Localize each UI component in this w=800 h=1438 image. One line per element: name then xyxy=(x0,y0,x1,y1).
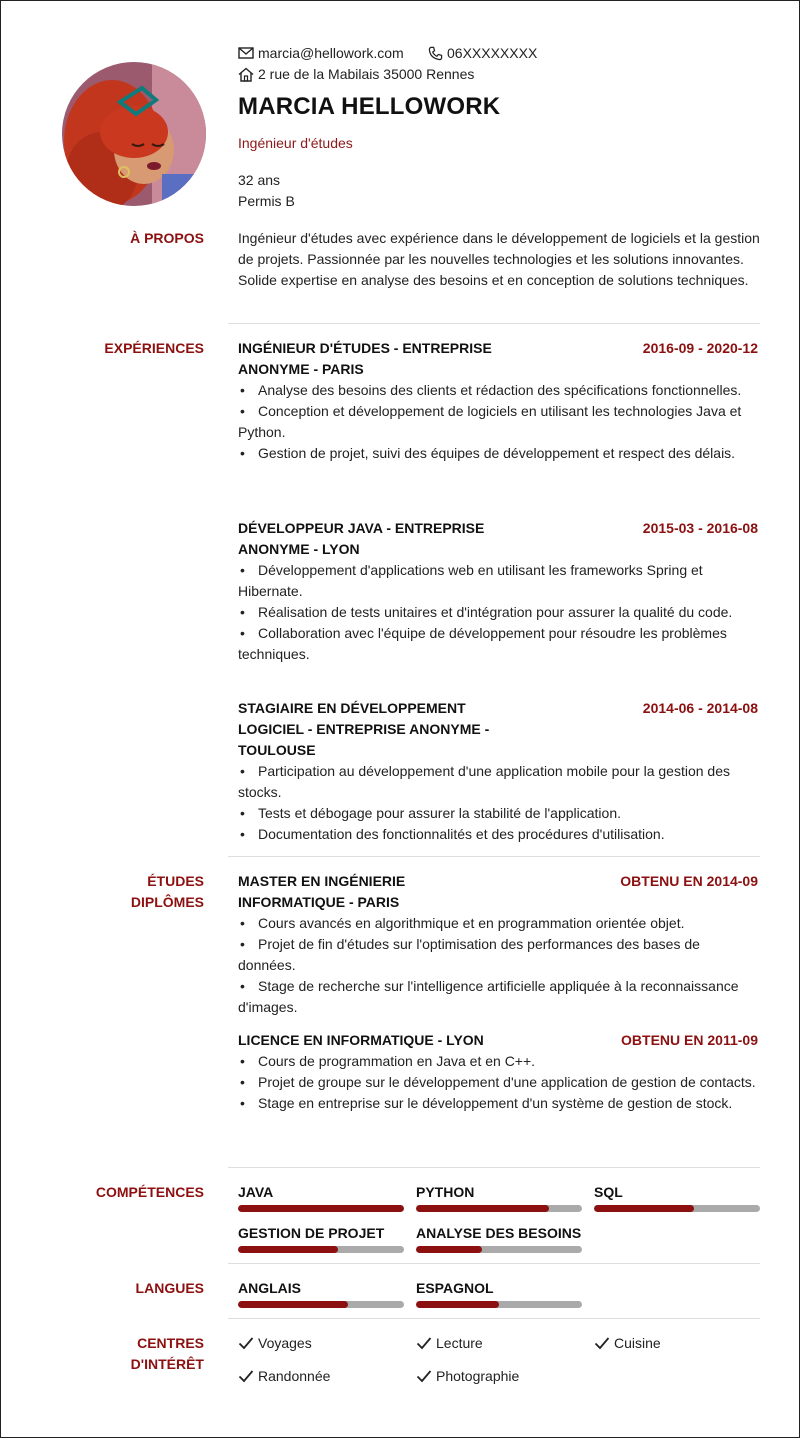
driving-license: Permis B xyxy=(238,193,295,209)
skill-bar xyxy=(238,1205,404,1212)
education-bullets xyxy=(238,1051,760,1114)
section-label-skills: COMPÉTENCES xyxy=(95,1184,204,1200)
skill-label: PYTHON xyxy=(416,1184,475,1200)
list-item: • Analyse des besoins des clients et rédaction des spécifications fonctionnelles. xyxy=(238,380,760,401)
skill-bar xyxy=(416,1246,582,1253)
skill-bar xyxy=(416,1205,582,1212)
list-item: • Développement d'applications web en utilisant les frameworks Spring et Hibernate. xyxy=(238,560,760,602)
education-title-line: LICENCE EN INFORMATIQUE - LYON xyxy=(238,1032,484,1048)
experience-title xyxy=(238,338,492,380)
experience-title-line: ANONYME - PARIS xyxy=(238,361,364,377)
language-bar-fill xyxy=(238,1301,348,1308)
email-line xyxy=(238,45,404,61)
section-label-education xyxy=(131,871,204,913)
phone-line xyxy=(428,45,537,61)
list-item: • Tests et débogage pour assurer la stabilité de l'application. xyxy=(238,803,760,824)
skill-bar xyxy=(238,1246,404,1253)
section-label-languages: LANGUES xyxy=(135,1280,204,1296)
skill-bar-fill xyxy=(238,1205,404,1212)
list-item: • Documentation des fonctionnalités et des procédures d'utilisation. xyxy=(238,824,760,845)
experience-date: 2014-06 - 2014-08 xyxy=(642,700,758,716)
interest-label: Photographie xyxy=(436,1368,520,1384)
check-icon xyxy=(416,1336,432,1350)
mail-icon xyxy=(238,46,254,60)
skill-label: SQL xyxy=(594,1184,623,1200)
divider xyxy=(228,1263,760,1264)
divider xyxy=(228,1318,760,1319)
check-icon xyxy=(416,1369,432,1383)
interest-label: Voyages xyxy=(258,1335,312,1351)
divider xyxy=(228,323,760,324)
language-bar xyxy=(416,1301,582,1308)
avatar xyxy=(62,62,206,206)
skill-label: ANALYSE DES BESOINS xyxy=(416,1225,582,1241)
interest-label: Randonnée xyxy=(258,1368,331,1384)
check-icon xyxy=(238,1336,254,1350)
section-label-line: ÉTUDES xyxy=(147,873,204,889)
language-english xyxy=(238,1280,404,1308)
skill-needs-analysis xyxy=(416,1225,582,1253)
list-item: • Stage de recherche sur l'intelligence artificielle appliquée à la reconnaissance d'images. xyxy=(238,976,760,1018)
skill-bar-fill xyxy=(594,1205,694,1212)
skill-label: JAVA xyxy=(238,1184,274,1200)
interest-item xyxy=(594,1335,661,1351)
experience-bullets xyxy=(238,761,760,845)
education-title-line: MASTER EN INGÉNIERIE xyxy=(238,873,406,889)
list-item: • Collaboration avec l'équipe de développement pour résoudre les problèmes techniques. xyxy=(238,623,760,665)
education-title xyxy=(238,1030,484,1051)
experience-title-line: ANONYME - LYON xyxy=(238,541,360,557)
education-date: OBTENU EN 2011-09 xyxy=(621,1032,758,1048)
address-text: 2 rue de la Mabilais 35000 Rennes xyxy=(258,66,475,82)
list-item: • Stage en entreprise sur le développement d'un système de gestion de stock. xyxy=(238,1093,760,1114)
section-label-line: CENTRES xyxy=(137,1335,204,1351)
divider xyxy=(228,856,760,857)
skill-bar xyxy=(594,1205,760,1212)
check-icon xyxy=(238,1369,254,1383)
skill-sql xyxy=(594,1184,760,1212)
education-title xyxy=(238,871,405,913)
interest-item xyxy=(416,1335,483,1351)
divider xyxy=(228,1167,760,1168)
language-spanish xyxy=(416,1280,582,1308)
phone-text[interactable]: 06XXXXXXXX xyxy=(447,45,538,61)
experience-date: 2016-09 - 2020-12 xyxy=(642,340,758,356)
section-label-interests xyxy=(131,1333,204,1375)
list-item: • Cours avancés en algorithmique et en programmation orientée objet. xyxy=(238,913,760,934)
skill-project-management xyxy=(238,1225,404,1253)
email-text[interactable]: marcia@hellowork.com xyxy=(258,45,404,61)
language-label: ANGLAIS xyxy=(238,1280,301,1296)
skill-bar-fill xyxy=(416,1205,549,1212)
about-text: Ingénieur d'études avec expérience dans le développement de logiciels et la gestion de projets. Passionnée par les nouvelles technologies et les solutions innovantes. Solide expertise en analyse des besoins et en conception de solutions techniques. xyxy=(238,230,760,288)
phone-icon xyxy=(428,46,443,61)
list-item: • Conception et développement de logiciels en utilisant les technologies Java et Python. xyxy=(238,401,760,443)
interest-item xyxy=(238,1368,330,1384)
education-title-line: INFORMATIQUE - PARIS xyxy=(238,894,400,910)
experience-title-line: INGÉNIEUR D'ÉTUDES - ENTREPRISE xyxy=(238,340,492,356)
section-label-experiences: EXPÉRIENCES xyxy=(104,340,204,356)
interest-item xyxy=(416,1368,519,1384)
section-label-about: À PROPOS xyxy=(130,230,204,246)
age: 32 ans xyxy=(238,172,281,188)
home-icon xyxy=(238,67,254,82)
list-item: • Réalisation de tests unitaires et d'intégration pour assurer la qualité du code. xyxy=(238,602,760,623)
address-line xyxy=(238,66,474,82)
experience-title-line: LOGICIEL - ENTREPRISE ANONYME - xyxy=(238,721,490,737)
interest-label: Lecture xyxy=(436,1335,483,1351)
skill-java xyxy=(238,1184,404,1212)
skill-bar-fill xyxy=(238,1246,338,1253)
interest-label: Cuisine xyxy=(614,1335,661,1351)
list-item: • Gestion de projet, suivi des équipes de développement et respect des délais. xyxy=(238,443,760,464)
list-item: • Participation au développement d'une application mobile pour la gestion des stocks. xyxy=(238,761,760,803)
experience-title-line: DÉVELOPPEUR JAVA - ENTREPRISE xyxy=(238,520,485,536)
experience-title-line: STAGIAIRE EN DÉVELOPPEMENT xyxy=(238,700,466,716)
job-title: Ingénieur d'études xyxy=(238,135,353,151)
list-item: • Projet de fin d'études sur l'optimisation des performances des bases de données. xyxy=(238,934,760,976)
experience-title-line: TOULOUSE xyxy=(238,742,316,758)
check-icon xyxy=(594,1336,610,1350)
experience-bullets xyxy=(238,380,760,464)
list-item: • Cours de programmation en Java et en C++. xyxy=(238,1051,760,1072)
list-item: • Projet de groupe sur le développement d'une application de gestion de contacts. xyxy=(238,1072,760,1093)
experience-title xyxy=(238,518,484,560)
section-label-line: D'INTÉRÊT xyxy=(130,1356,204,1372)
skill-label: GESTION DE PROJET xyxy=(238,1225,385,1241)
language-bar-fill xyxy=(416,1301,499,1308)
skill-bar-fill xyxy=(416,1246,482,1253)
candidate-name: MARCIA HELLOWORK xyxy=(238,93,501,120)
interest-item xyxy=(238,1335,312,1351)
section-label-line: DIPLÔMES xyxy=(130,894,204,910)
skill-python xyxy=(416,1184,582,1212)
language-label: ESPAGNOL xyxy=(416,1280,494,1296)
experience-date: 2015-03 - 2016-08 xyxy=(642,520,758,536)
experience-bullets xyxy=(238,560,760,665)
education-date: OBTENU EN 2014-09 xyxy=(620,873,758,889)
experience-title xyxy=(238,698,489,761)
education-bullets xyxy=(238,913,760,1018)
language-bar xyxy=(238,1301,404,1308)
